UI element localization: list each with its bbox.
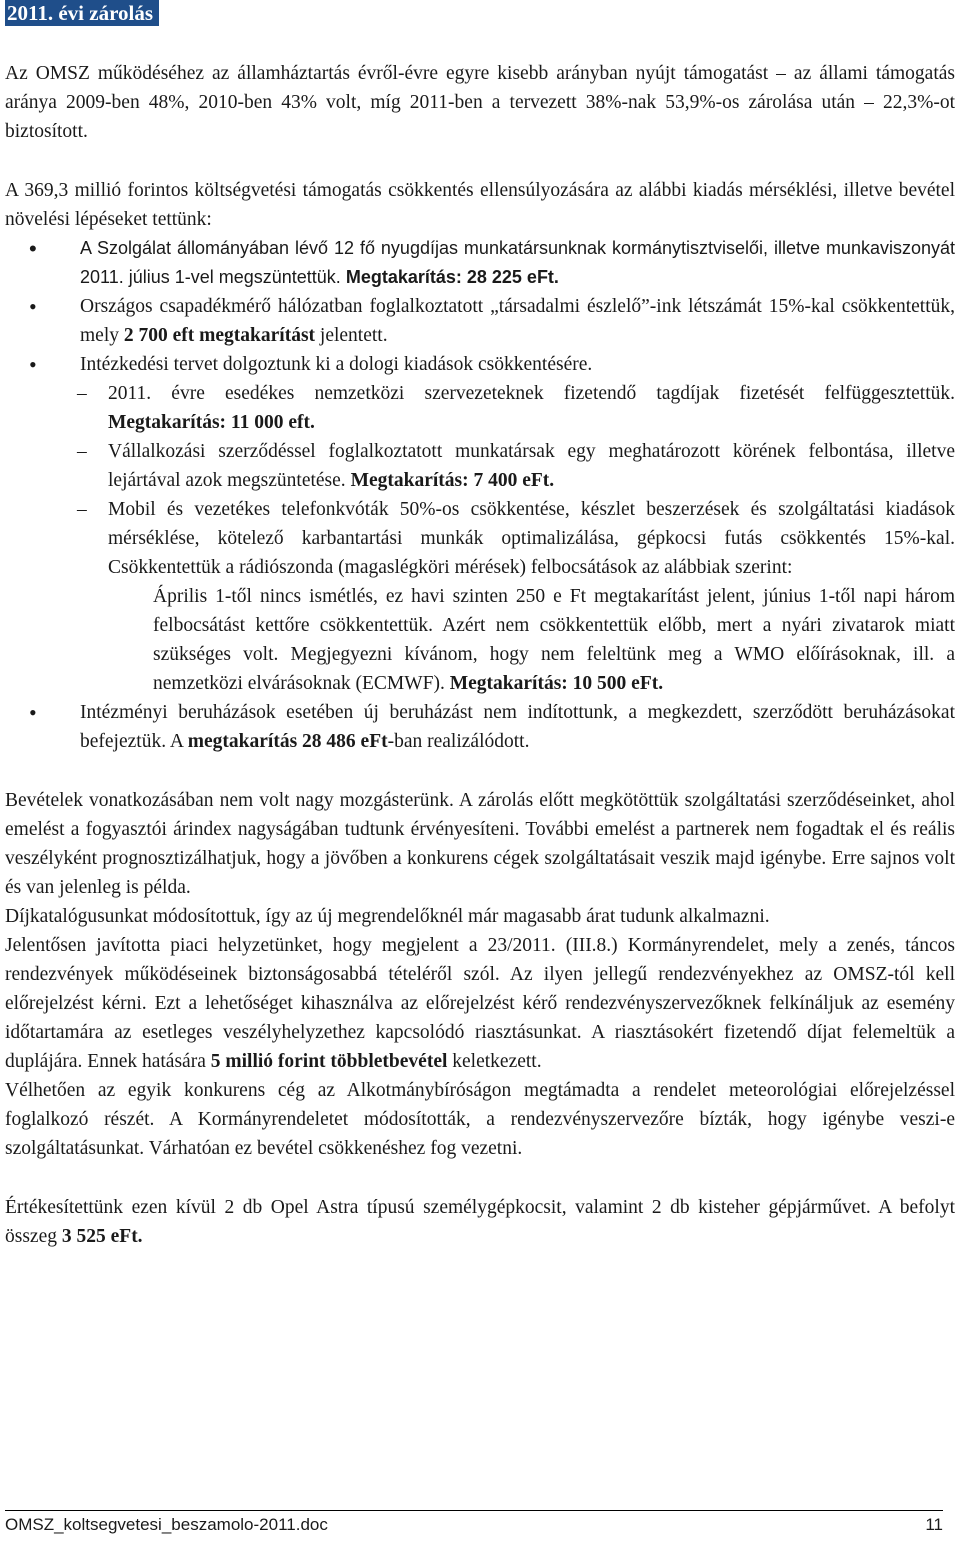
page-footer xyxy=(5,1510,943,1536)
list-item xyxy=(5,495,955,582)
savings-amount: megtakarítás 28 486 eFt xyxy=(187,731,388,752)
savings-amount: 2 700 eft megtakarítást xyxy=(123,325,316,346)
paragraph-text: Értékesítettünk ezen kívül 2 db Opel Astra típusú személygépkocsit, valamint 2 db kisteher gépjárművet. A befolyt összeg xyxy=(5,1197,955,1247)
measure-text: A Szolgálat állományában lévő 12 fő nyugdíjas munkatársunknak kormánytisztviselői, illetve munkaviszonyát 2011. július 1-vel megszüntettük. xyxy=(80,238,955,287)
sales-amount: 3 525 eFt. xyxy=(61,1226,143,1247)
document-page xyxy=(5,0,955,1251)
savings-amount: Megtakarítás: 7 400 eFt. xyxy=(350,470,555,491)
list-item xyxy=(5,350,955,379)
paragraph-text: keletkezett. xyxy=(452,1051,542,1072)
measure-text: Intézményi beruházások esetében új beruházást nem indítottunk, a megkezdett, szerződött beruházásokat befejeztük. A xyxy=(80,702,955,752)
list-item xyxy=(5,379,955,437)
list-item xyxy=(5,234,955,292)
measure-text: Országos csapadékmérő hálózatban foglalkoztatott „társadalmi észlelő”-ink létszámát 15%-kal csökkentettük, mely xyxy=(80,296,955,346)
measures-list xyxy=(5,234,955,379)
list-item xyxy=(5,437,955,495)
measure-text: 2011. évre esedékes nemzetközi szervezeteknek fizetendő tagdíjak fizetését felfüggesztettük. xyxy=(108,383,955,404)
extra-revenue-amount: 5 millió forint többletbevétel xyxy=(210,1051,448,1072)
savings-amount: Megtakarítás: 10 500 eFt. xyxy=(449,673,664,694)
page-number: 11 xyxy=(925,1515,943,1534)
radiosonde-paragraph xyxy=(153,582,955,698)
measure-text: Vállalkozási szerződéssel foglalkoztatott munkatársak egy meghatározott körének felbontása, illetve lejártával azok megszüntetése. xyxy=(108,441,955,491)
measures-list-continued xyxy=(5,698,955,756)
revenue-paragraph: Bevételek vonatkozásában nem volt nagy mozgásterünk. A zárolás előtt megkötöttük szolgáltatási szerződéseinket, ahol emelést a fogyasztói árindex nagyságában tudtunk érvényesíteni. További emelést a partnerek nem fogadtak el és reális veszélyként prognosztizálhatjuk, hogy a jövőben a konkurens cégek szolgáltatásait veszik majd igénybe. Erre sajnos volt és van jelenleg is példa. xyxy=(5,790,955,898)
vehicle-sales-paragraph xyxy=(5,1193,955,1251)
intro-paragraph: Az OMSZ működéséhez az államháztartás évről-évre egyre kisebb arányban nyújt támogatást – az állami támogatás aránya 2009-ben 48%, 2010-ben 43% volt, míg 2011-ben a tervezett 38%-nak 53,9%-os zárolása után – 22,3%-ot biztosított. xyxy=(5,63,955,142)
regulation-paragraph xyxy=(5,931,955,1076)
savings-amount: Megtakarítás: 28 225 eFt. xyxy=(345,267,559,287)
measure-text: -ban realizálódott. xyxy=(387,731,530,752)
measure-text: Intézkedési tervet dolgoztunk ki a dologi kiadások csökkentésére. xyxy=(80,354,593,375)
savings-amount: Megtakarítás: 11 000 eft. xyxy=(108,412,315,433)
measure-text: Mobil és vezetékes telefonkvóták 50%-os csökkentése, készlet beszerzések és szolgáltatási kiadások mérséklése, kötelező karbantartási munkák optimalizálása, gépkocsi futás csökkentés 15%-kal. Csökkentettük a rádiószonda (magaslégköri mérések) felbocsátások az alábbiak szerint: xyxy=(108,499,955,578)
list-item xyxy=(5,698,955,756)
court-challenge-paragraph: Vélhetően az egyik konkurens cég az Alkotmánybíróságon megtámadta a rendelet meteorológiai előrejelzéssel foglalkozó részét. A Kormányrendeletet módosították, a rendezvényszervezőre bízták, hogy igénybe veszi-e szolgáltatásunkat. Várhatóan ez bevétel csökkenéshez fog vezetni. xyxy=(5,1080,955,1159)
footer-filename: OMSZ_koltsegvetesi_beszamolo-2011.doc xyxy=(5,1515,328,1534)
measure-text: Április 1-től nincs ismétlés, ez havi szinten 250 e Ft megtakarítást jelent, június 1-től napi három felbocsátást kettőre csökkentettük. Azért nem csökkentettük előbb, mert a nyári zivatarok miatt szükséges volt. Megjegyezni kívánom, hogy nem feleltünk meg a WMO előírásoknak, ill. a nemzetközi elvárásoknak (ECMWF). xyxy=(153,586,955,694)
list-item xyxy=(5,292,955,350)
measure-text: jelentett. xyxy=(319,325,388,346)
sub-measures-list xyxy=(5,379,955,582)
price-catalog-paragraph: Díjkatalógusunkat módosítottuk, így az új megrendelőknél már magasabb árat tudunk alkalmazni. xyxy=(5,906,770,927)
measures-lead-paragraph: A 369,3 millió forintos költségvetési támogatás csökkentés ellensúlyozására az alábbi kiadás mérséklési, illetve bevétel növelési lépéseket tettünk: xyxy=(5,180,955,230)
paragraph-text: Jelentősen javította piaci helyzetünket, hogy megjelent a 23/2011. (III.8.) Kormányrendelet, mely a zenés, táncos rendezvények működéseinek biztonságosabbá tételéről szól. Az ilyen jellegű rendezvényekhez az OMSZ-tól kell előrejelzést kérni. Ezt a lehetőséget kihasználva az előrejelzést kérő rendezvényszervezőknek felkínáljuk az esemény időtartamára az esetleges veszélyhelyzethez kapcsolódó riasztásunkat. A riasztásokért fizetendő díjat felemeltük a duplájára. Ennek hatására xyxy=(5,935,955,1072)
section-heading: 2011. évi zárolás xyxy=(5,0,159,26)
